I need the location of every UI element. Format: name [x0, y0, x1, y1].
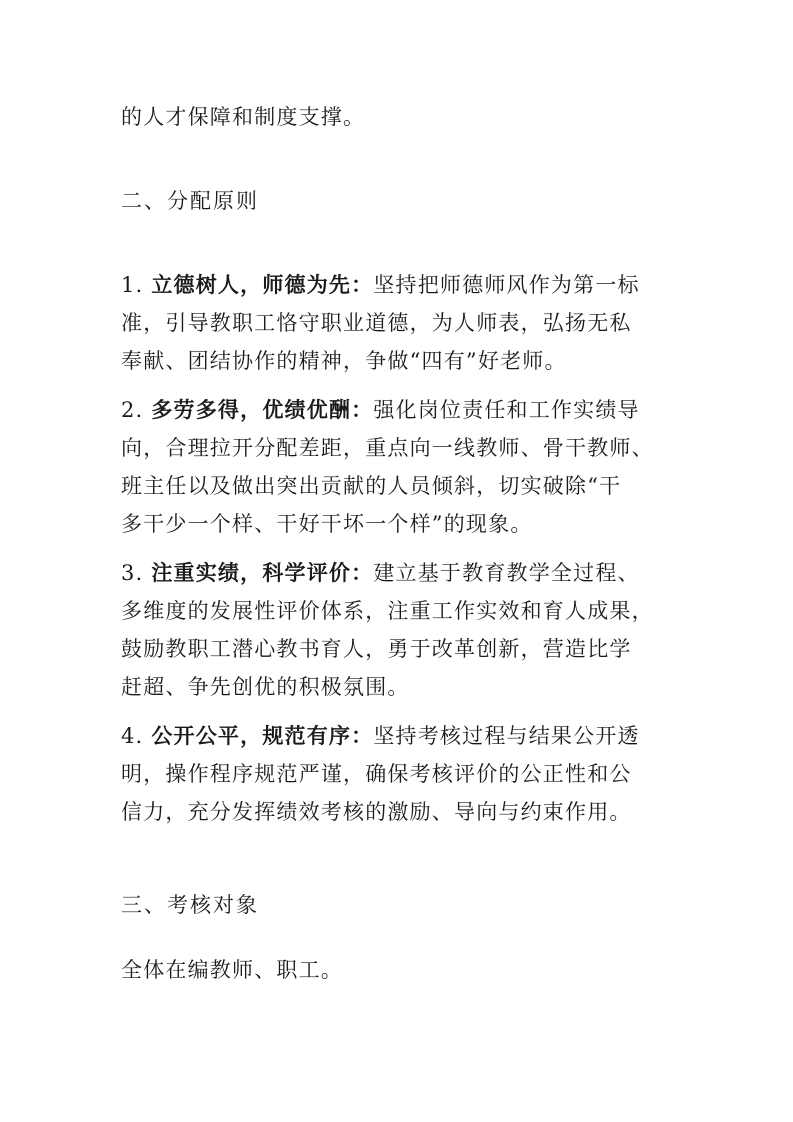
- principle-4-number: 4.: [121, 724, 144, 748]
- section-3-heading: 三、考核对象: [121, 893, 259, 917]
- principle-1-text-start: 坚持把师德师风作为第一标: [373, 273, 640, 297]
- principle-2-title: 多劳多得，优绩优酬：: [151, 397, 374, 422]
- principle-2-text-start: 强化岗位责任和工作实绩导: [373, 398, 640, 422]
- principle-4-title: 公开公平，规范有序：: [151, 723, 374, 748]
- principle-3-line-2: 多维度的发展性评价体系，注重工作实效和育人成果，: [121, 599, 654, 623]
- principle-1-line-3: 奉献、团结协作的精神，争做“四有”好老师。: [121, 349, 567, 373]
- principle-1-line-2: 准，引导教职工恪守职业道德，为人师表，弘扬无私: [121, 311, 632, 335]
- principle-1-line-1: [121, 270, 681, 300]
- principle-1-title: 立德树人，师德为先：: [151, 272, 374, 297]
- intro-tail-text: 的人才保障和制度支撑。: [121, 105, 366, 129]
- principle-4-line-2: 明，操作程序规范严谨，确保考核评价的公正性和公: [121, 762, 632, 786]
- principle-4-line-1: [121, 721, 681, 751]
- principle-4-text-start: 坚持考核过程与结果公开透: [373, 724, 640, 748]
- principle-2-number: 2.: [121, 398, 144, 422]
- principle-2-line-4: 多干少一个样、干好干坏一个样”的现象。: [121, 512, 533, 536]
- principle-3-line-4: 赶超、争先创优的积极氛围。: [121, 675, 410, 699]
- principle-1-number: 1.: [121, 273, 144, 297]
- principle-2-line-2: 向，合理拉开分配差距，重点向一线教师、骨干教师、: [121, 436, 654, 460]
- principle-4-line-3: 信力，充分发挥绩效考核的激励、导向与约束作用。: [121, 800, 632, 824]
- principle-3-text-start: 建立基于教育教学全过程、: [373, 561, 640, 585]
- principle-3-title: 注重实绩，科学评价：: [151, 560, 374, 585]
- principle-3-line-3: 鼓励教职工潜心教书育人，勇于改革创新，营造比学: [121, 637, 632, 661]
- principle-2-line-3: 班主任以及做出突出贡献的人员倾斜，切实破除“干: [121, 474, 622, 498]
- principle-3-line-1: [121, 558, 681, 588]
- section-2-heading: 二、分配原则: [121, 189, 259, 213]
- section-3-body: 全体在编教师、职工。: [121, 958, 343, 982]
- principle-3-number: 3.: [121, 561, 144, 585]
- principle-2-line-1: [121, 395, 681, 425]
